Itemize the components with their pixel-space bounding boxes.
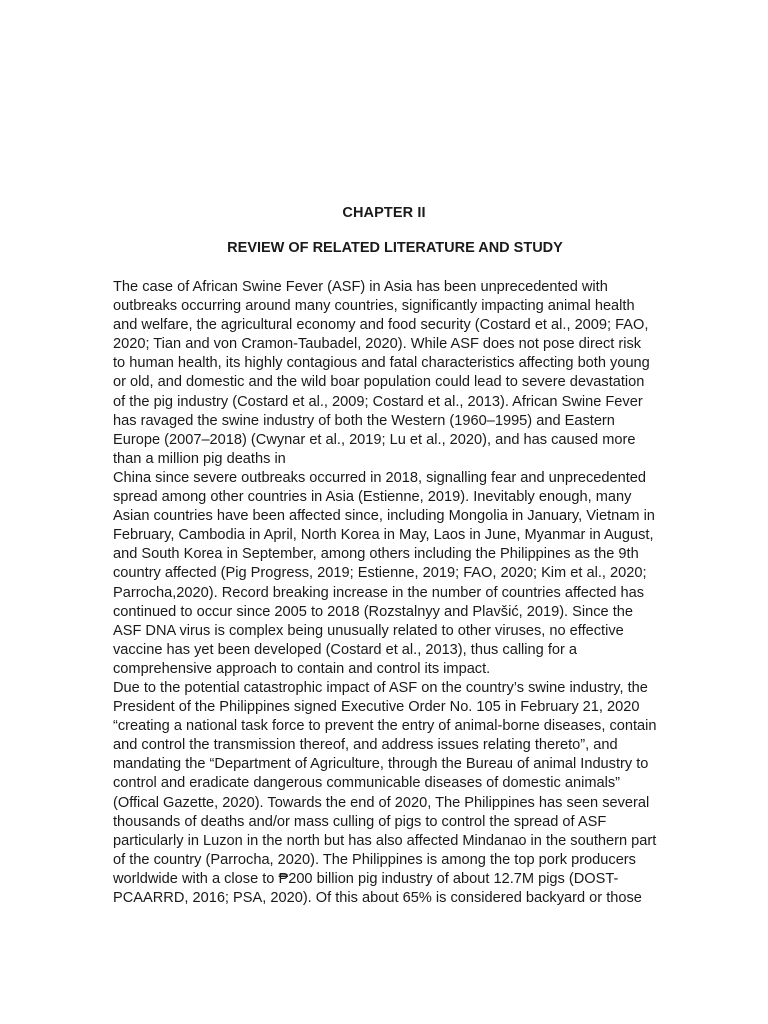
text-line: “creating a national task force to prevent the entry of animal-borne diseases, contain: [113, 718, 657, 735]
text-line: has ravaged the swine industry of both the Western (1960–1995) and Eastern: [113, 412, 615, 429]
text-line: mandating the “Department of Agriculture, through the Bureau of animal Industry to: [113, 756, 649, 773]
text-line: Due to the potential catastrophic impact of ASF on the country’s swine industry, the: [113, 679, 648, 696]
text-line: and South Korea in September, among others including the Philippines as the 9th: [113, 546, 639, 563]
text-line: 2020; Tian and von Cramon-Taubadel, 2020). While ASF does not pose direct risk: [113, 336, 642, 353]
text-line: comprehensive approach to contain and control its impact.: [113, 660, 491, 677]
text-line: China since severe outbreaks occurred in 2018, signalling fear and unprecedented: [113, 469, 647, 486]
text-line: than a million pig deaths in: [113, 450, 286, 467]
text-line: and welfare, the agricultural economy and food security (Costard et al., 2009; FAO,: [113, 317, 649, 334]
text-line: vaccine has yet been developed (Costard et al., 2013), thus calling for a: [113, 641, 578, 658]
text-line: PCAARRD, 2016; PSA, 2020). Of this about 65% is considered backyard or those: [113, 890, 642, 906]
text-line: Asian countries have been affected since, including Mongolia in January, Vietnam in: [113, 508, 655, 525]
text-line: Europe (2007–2018) (Cwynar et al., 2019; Lu et al., 2020), and has caused more: [113, 431, 636, 448]
text-line: of the country (Parrocha, 2020). The Philippines is among the top pork producers: [113, 851, 636, 868]
body-text: [113, 278, 693, 908]
section-title: REVIEW OF RELATED LITERATURE AND STUDY: [227, 240, 563, 256]
text-line: Parrocha,2020). Record breaking increase in the number of countries affected has: [113, 584, 645, 601]
text-line: of the pig industry (Costard et al., 2009; Costard et al., 2013). African Swine Fever: [113, 393, 643, 410]
text-line: President of the Philippines signed Executive Order No. 105 in February 21, 2020: [113, 699, 640, 716]
text-line: outbreaks occurring around many countries, significantly impacting animal health: [113, 298, 635, 315]
text-line: particularly in Luzon in the north but has also affected Mindanao in the southern part: [113, 832, 657, 849]
text-line: and control the transmission thereof, and address issues relating thereto”, and: [113, 737, 618, 754]
text-line: (Offical Gazette, 2020). Towards the end of 2020, The Philippines has seen several: [113, 794, 650, 811]
text-line: country affected (Pig Progress, 2019; Estienne, 2019; FAO, 2020; Kim et al., 2020;: [113, 565, 647, 582]
text-line: worldwide with a close to ₱200 billion pig industry of about 12.7M pigs (DOST-: [113, 870, 619, 887]
text-line: thousands of deaths and/or mass culling of pigs to control the spread of ASF: [113, 813, 607, 830]
text-line: control and eradicate dangerous communicable diseases of domestic animals”: [113, 775, 620, 792]
text-line: or old, and domestic and the wild boar population could lead to severe devastation: [113, 374, 645, 391]
text-line: The case of African Swine Fever (ASF) in Asia has been unprecedented with: [113, 279, 608, 295]
chapter-heading: CHAPTER II: [342, 205, 426, 221]
text-line: spread among other countries in Asia (Estienne, 2019). Inevitably enough, many: [113, 489, 632, 506]
text-line: ASF DNA virus is complex being unusually related to other viruses, no effective: [113, 622, 624, 639]
text-line: to human health, its highly contagious and fatal characteristics affecting both young: [113, 355, 650, 372]
text-line: continued to occur since 2005 to 2018 (Rozstalnyy and Plavšić, 2019). Since the: [113, 603, 634, 620]
text-line: February, Cambodia in April, North Korea in May, Laos in June, Myanmar in August,: [113, 527, 654, 544]
